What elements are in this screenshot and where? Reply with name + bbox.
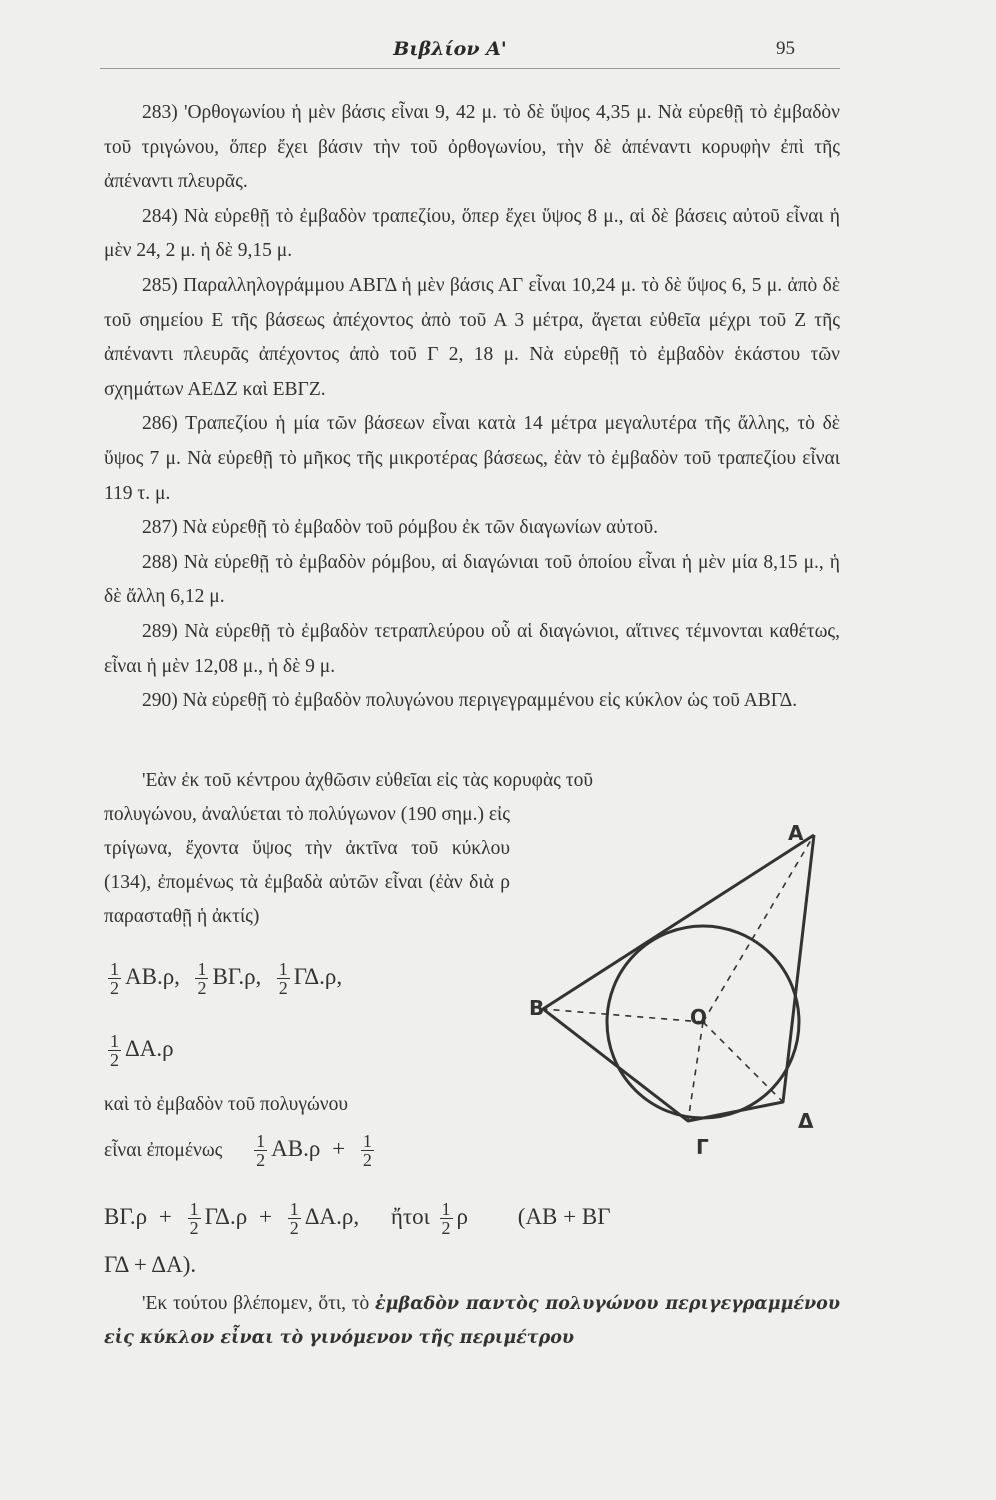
fraction-half: $\frac{1}{2}$ xyxy=(189,1199,199,1238)
problem-287: 287) Νὰ εὑρεθῇ τὸ ἐμβαδὸν τοῦ ρόμβου ἐκ τῶν διαγωνίων αὐτοῦ. xyxy=(142,517,659,539)
problem-283: 283) 'Ορθογωνίου ἡ μὲν βάσις εἶναι 9, 42 μ. τὸ δὲ ὕψος 4,35 μ. Νὰ εὑρεθῇ τὸ ἐμβαδὸν τοῦ τριγώνου, ὅπερ ἔχει βάσιν τὴν τοῦ ὀρθογωνίου, τὴν δὲ ἀπέναντι κορυφὴν ἐπὶ τῆς ἀπέναντι πλευρᾶς. xyxy=(104,102,841,193)
radius-line-d xyxy=(703,1022,783,1102)
sum-line-3: ΓΔ + ΔΑ). xyxy=(104,1252,197,1277)
area-term-da-row xyxy=(104,1032,174,1069)
problem-285: 285) Παραλληλογράμμου ΑΒΓΔ ἡ μὲν βάσις ΑΓ εἶναι 10,24 μ. τὸ δὲ ὕψος 6, 5 μ. ἀπὸ δὲ τοῦ σημείου Ε τῆς βάσεως ἀπέχοντος ἀπὸ τοῦ Α 3 μέτρα, ἄγεται εὐθεῖα μέχρι τοῦ Ζ τῆς ἀπέναντι πλευρᾶς ἀπέχοντος ἀπὸ τοῦ Γ 2, 18 μ. Νὰ εὑρεθῇ τὸ ἐμβαδὸν ἑκάστου τῶν σχημάτων ΑΕΔΖ καὶ ΕΒΓΖ. xyxy=(104,274,841,400)
area-terms-row xyxy=(104,960,342,997)
problem-289: 289) Νὰ εὑρεθῇ τὸ ἐμβαδὸν τετραπλεύρου οὗ αἱ διαγώνιοι, αἵτινες τέμνονται καθέτως, εἶναι ἡ μὲν 12,08 μ., ἡ δὲ 9 μ. xyxy=(104,620,840,677)
conclusion: 'Εκ τούτου βλέπομεν, ὅτι, τὸ ἐμβαδὸν παντὸς πολυγώνου περιγεγραμμένου εἰς κύκλον εἶναι τὸ γινόμενον τῆς περιμέτρου xyxy=(104,1293,840,1348)
fraction-half: $\frac{1}{2}$ xyxy=(362,1131,372,1170)
problem-284: 284) Νὰ εὑρεθῇ τὸ ἐμβαδὸν τραπεζίου, ὅπερ ἔχει ὕψος 8 μ., αἱ δὲ βάσεις αὐτοῦ εἶναι ἡ μὲν 24, 2 μ. ἡ δὲ 9,15 μ. xyxy=(104,205,840,262)
problems-block xyxy=(104,96,840,719)
sum-line-2: ΒΓ.ρ + $\frac{1}{2}$ ΓΔ.ρ + $\frac{1}{2}$ ΔΑ.ρ, ἤτοι $\frac{1}{2}$ ρ (ΑΒ + ΒΓ xyxy=(104,1199,611,1238)
page-number: 95 xyxy=(776,38,795,59)
total-area-line: καὶ τὸ ἐμβαδὸν τοῦ πολυγώνου xyxy=(104,1094,349,1115)
fraction-half: $\frac{1}{2}$ xyxy=(110,959,119,998)
running-header: Βιβλίον Α' xyxy=(393,38,507,60)
polygon-outline xyxy=(543,835,814,1121)
problem-290: 290) Νὰ εὑρεθῇ τὸ ἐμβαδὸν πολυγώνου περιγεγραμμένου εἰς κύκλον ὡς τοῦ ΑΒΓΔ. xyxy=(142,690,798,712)
explanation-intro: 'Εὰν ἐκ τοῦ κέντρου ἀχθῶσιν εὐθεῖαι εἰς τὰς κορυφὰς τοῦ xyxy=(142,770,593,791)
term-gd: ΓΔ.ρ, xyxy=(293,963,343,989)
fraction-half: $\frac{1}{2}$ xyxy=(441,1199,451,1238)
label-d: Δ xyxy=(798,1109,814,1133)
label-o: Ο xyxy=(690,1005,708,1029)
fraction-half: $\frac{1}{2}$ xyxy=(278,959,288,998)
explanation-column: πολυγώνου, ἀναλύεται τὸ πολύγωνον (190 σημ.) εἰς τρίγωνα, ἔχοντα ὕψος τὴν ἀκτῖνα τοῦ κύκλου (134), ἐπομένως τὰ ἐμβαδὰ αὐτῶν εἶναι (ἐὰν διὰ ρ παρασταθῇ ἡ ἀκτίς) xyxy=(104,804,510,927)
fraction-half: $\frac{1}{2}$ xyxy=(197,959,207,998)
sum-line-1: εἶναι ἐπομένως $\frac{1}{2}$ ΑΒ.ρ + $\frac{1}{2}$ xyxy=(104,1131,372,1170)
problem-286: 286) Τραπεζίου ἡ μία τῶν βάσεων εἶναι κατὰ 14 μέτρα μεγαλυτέρα τῆς ἄλλης, τὸ δὲ ὕψος 7 μ. Νὰ εὑρεθῇ τὸ μῆκος τῆς μικροτέρας βάσεως, ἐὰν τὸ ἐμβαδὸν τοῦ τραπεζίου εἶναι 119 τ. μ. xyxy=(104,413,840,504)
radius-line-g xyxy=(688,1022,703,1121)
fraction-half: $\frac{1}{2}$ xyxy=(289,1199,299,1238)
term-da: ΔΑ.ρ xyxy=(125,1035,174,1061)
fraction-half: $\frac{1}{2}$ xyxy=(110,1031,119,1070)
circumscribed-polygon-figure xyxy=(520,810,850,1180)
term-bg: ΒΓ.ρ, xyxy=(212,963,262,989)
term-ab: ΑΒ.ρ, xyxy=(125,963,180,989)
label-g: Γ xyxy=(696,1135,709,1159)
label-b: Β xyxy=(529,996,545,1020)
header-rule xyxy=(100,68,840,69)
problem-288: 288) Νὰ εὑρεθῇ τὸ ἐμβαδὸν ρόμβου, αἱ διαγώνιαι τοῦ ὁποίου εἶναι ἡ μὲν μία 8,15 μ., ἡ δὲ ἄλλη 6,12 μ. xyxy=(104,551,840,608)
label-a: Α xyxy=(788,821,804,845)
radius-line-b xyxy=(543,1009,703,1022)
fraction-half: $\frac{1}{2}$ xyxy=(256,1131,266,1170)
